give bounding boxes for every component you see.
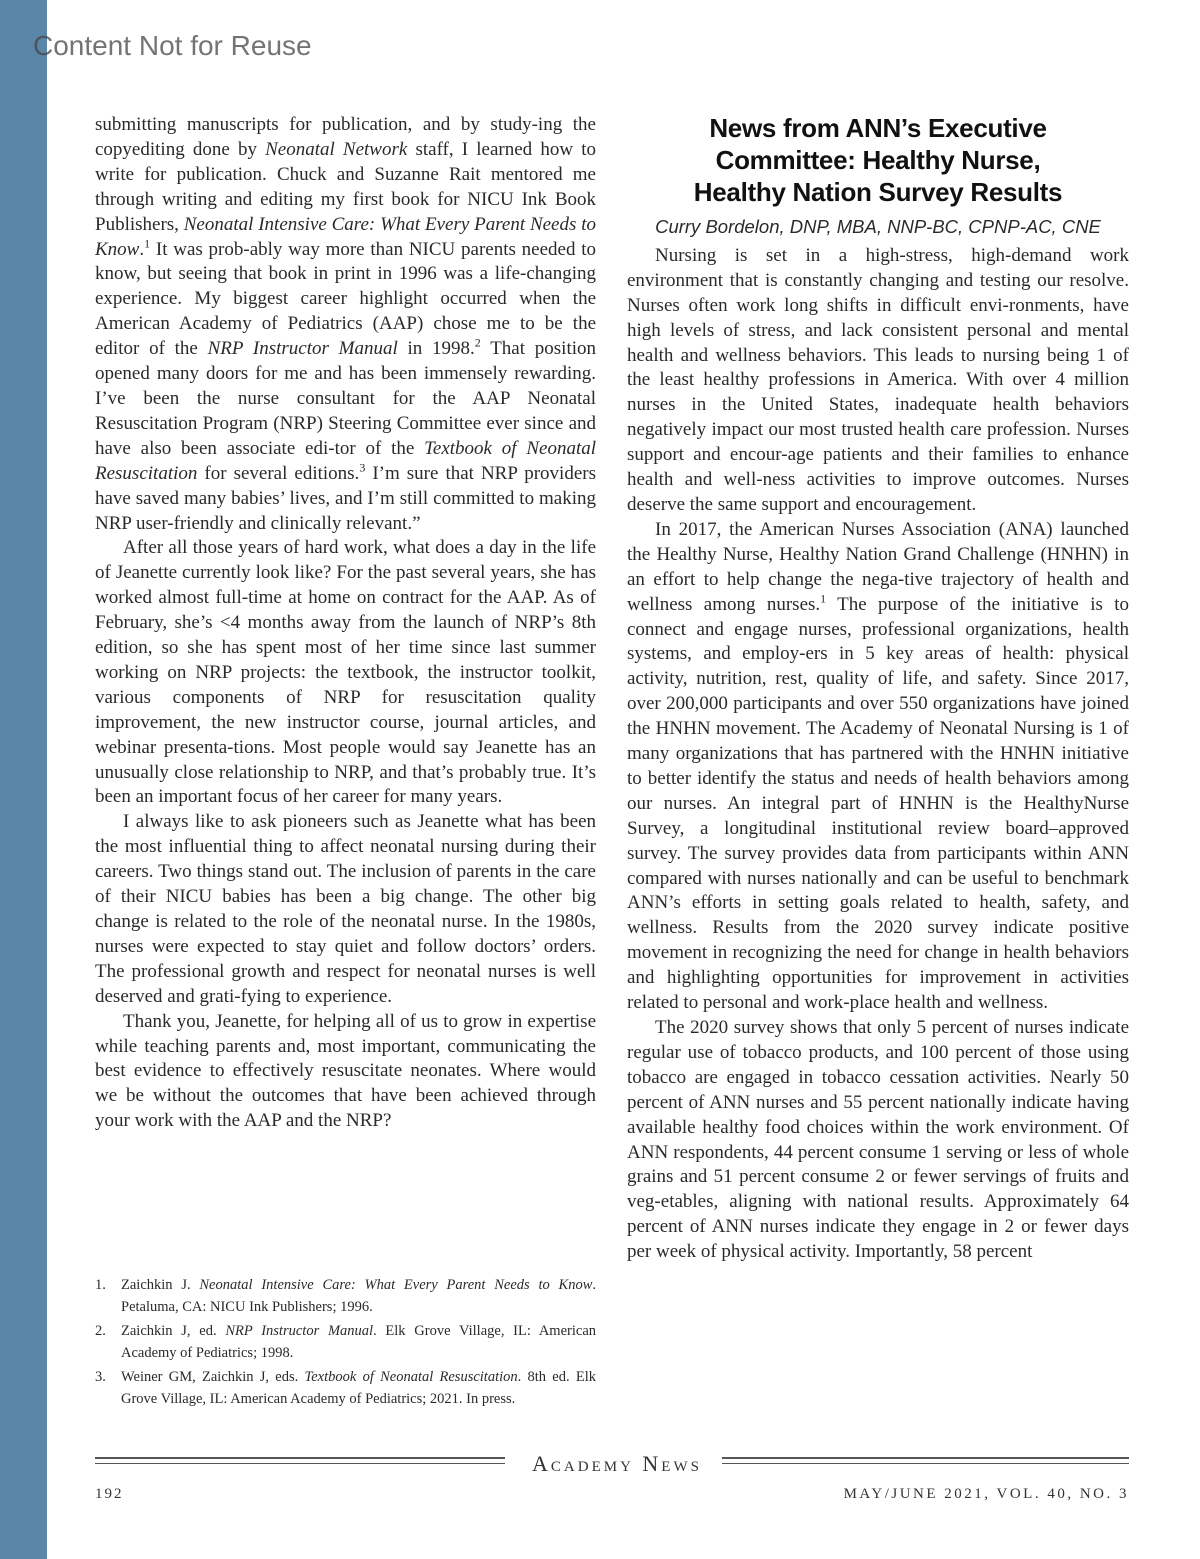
reference-list	[95, 1275, 596, 1413]
reference-text: Weiner GM, Zaichkin J, eds. Textbook of Neonatal Resuscitation. 8th ed. Elk Grove Village, IL: American Academy of Pediatrics; 2021. In press.	[121, 1369, 596, 1407]
article-headline: News from ANN’s Executive Committee: Healthy Nurse, Healthy Nation Survey Results	[693, 113, 1063, 207]
reference-number: 1.	[95, 1277, 106, 1293]
left-column	[95, 113, 596, 1134]
footer-rule-right	[722, 1457, 1129, 1464]
reference-item	[95, 1321, 596, 1364]
reference-text: Zaichkin J, ed. NRP Instructor Manual. Elk Grove Village, IL: American Academy of Pediatrics; 1998.	[121, 1323, 597, 1361]
page-spine-band	[0, 0, 47, 1559]
reference-text: Zaichkin J. Neonatal Intensive Care: What Every Parent Needs to Know. Petaluma, CA: NICU Ink Publishers; 1996.	[121, 1277, 596, 1315]
reference-item	[95, 1367, 596, 1410]
page-number: 192	[95, 1486, 124, 1502]
right-column	[627, 112, 1129, 1265]
paragraph: The 2020 survey shows that only 5 percent of nurses indicate regular use of tobacco products, and 100 percent of those using tobacco are engaged in tobacco cessation activities. Nearly 50 percent of ANN nurses and 55 percent nationally indicate having available healthy food choices within the work environment. Of ANN respondents, 44 percent consume 1 serving or less of whole grains and 51 percent consume 2 or fewer servings of fruits and veg-etables, aligning with national results. Approximately 64 percent of ANN nurses indicate they engage in 2 or fewer days per week of physical activity. Importantly, 58 percent	[627, 1017, 1129, 1263]
paragraph: I always like to ask pioneers such as Jeanette what has been the most influential thing to affect neonatal nursing during their careers. Two things stand out. The inclusion of parents in the care of their NICU babies has been a big change. The other big change is related to the role of the neonatal nurse. In the 1980s, nurses were expected to stay quiet and follow doctors’ orders. The professional growth and respect for neonatal nurses is well deserved and grati-fying to experience.	[95, 811, 596, 1007]
issue-info: MAY/JUNE 2021, VOL. 40, NO. 3	[843, 1486, 1129, 1502]
article-byline: Curry Bordelon, DNP, MBA, NNP-BC, CPNP-AC, CNE	[655, 216, 1101, 237]
paragraph: submitting manuscripts for publication, and by study-ing the copyediting done by Neonatal Network staff, I learned how to write for publication. Chuck and Suzanne Rait mentored me through writing and editing my first book for NICU Ink Book Publishers, Neonatal Intensive Care: What Every Parent Needs to Know.$^1$ It was prob-ably way more than NICU parents needed to know, but seeing that book in print in 1996 was a life-changing experience. My biggest career highlight occurred when the American Academy of Pediatrics (AAP) chose me to be the editor of the NRP Instructor Manual in 1998.$^2$ That position opened many doors for me and has been immensely rewarding. I’ve been the nurse consultant for the AAP Neonatal Resuscitation Program (NRP) Steering Committee ever since and have also been associate edi-tor of the Textbook of Neonatal Resuscitation for several editions.$^3$ I’m sure that NRP providers have saved many babies’ lives, and I’m still committed to making NRP user-friendly and clinically relevant.”	[95, 114, 597, 534]
paragraph: After all those years of hard work, what does a day in the life of Jeanette currently look like? For the past several years, she has worked almost full-time at home on contract for the AAP. As of February, she’s <4 months away from the launch of NRP’s 8th edition, so she has spent most of her time since last summer working on NRP projects: the textbook, the instructor toolkit, various components of NRP for resuscitation quality improvement, the new instructor course, journal articles, and webinar presenta-tions. Most people would say Jeanette has an unusually close relationship to NRP, and that’s probably true. It’s been an important focus of her career for many years.	[95, 537, 596, 808]
reference-number: 3.	[95, 1369, 106, 1385]
paragraph: Thank you, Jeanette, for helping all of us to grow in expertise while teaching parents and, most important, communicating the best evidence to effectively resuscitate neonates. Where would we be without the outcomes that have been achieved through your work with the AAP and the NRP?	[95, 1010, 596, 1132]
reference-item	[95, 1275, 596, 1318]
reference-number: 2.	[95, 1323, 106, 1339]
footer-rule-left	[95, 1457, 505, 1464]
watermark: Content Not for Reuse	[33, 30, 312, 61]
paragraph: Nursing is set in a high-stress, high-demand work environment that is constantly changing and testing our resolve. Nurses often work long shifts in difficult envi-ronments, have high levels of stress, and lack consistent personal and mental health and wellness behaviors. This leads to nursing being 1 of the least healthy professions in America. With over 4 million nurses in the United States, inadequate health behaviors negatively impact our most trusted health care profession. Nurses support and encour-age patients and their families to enhance health and well-ness activities to improve outcomes. Nurses deserve the same support and encouragement.	[627, 244, 1129, 515]
footer-title: Academy News	[532, 1451, 702, 1476]
paragraph: In 2017, the American Nurses Association (ANA) launched the Healthy Nurse, Healthy Nation Grand Challenge (HNHN) in an effort to help change the nega-tive trajectory of health and wellness among nurses.$^1$ The purpose of the initiative is to connect and engage nurses, professional organizations, health systems, and employ-ers in 5 key areas of health: physical activity, nutrition, rest, quality of life, and safety. Since 2017, over 200,000 participants and over 550 organizations have joined the HNHN movement. The Academy of Neonatal Nursing is 1 of many organizations that has partnered with the HNHN initiative to better identify the status and needs of health behaviors among our nurses. An integral part of HNHN is the HealthyNurse Survey, a longitudinal institutional review board–approved survey. The survey provides data from participants within ANN compared with nurses nationally and can be useful to benchmark ANN’s efforts in setting goals related to health, safety, and wellness. Results from the 2020 survey indicate positive movement in recognizing the need for change in health behaviors and highlighting opportunities for improvement in activities related to personal and work-place health and wellness.	[627, 518, 1129, 1014]
